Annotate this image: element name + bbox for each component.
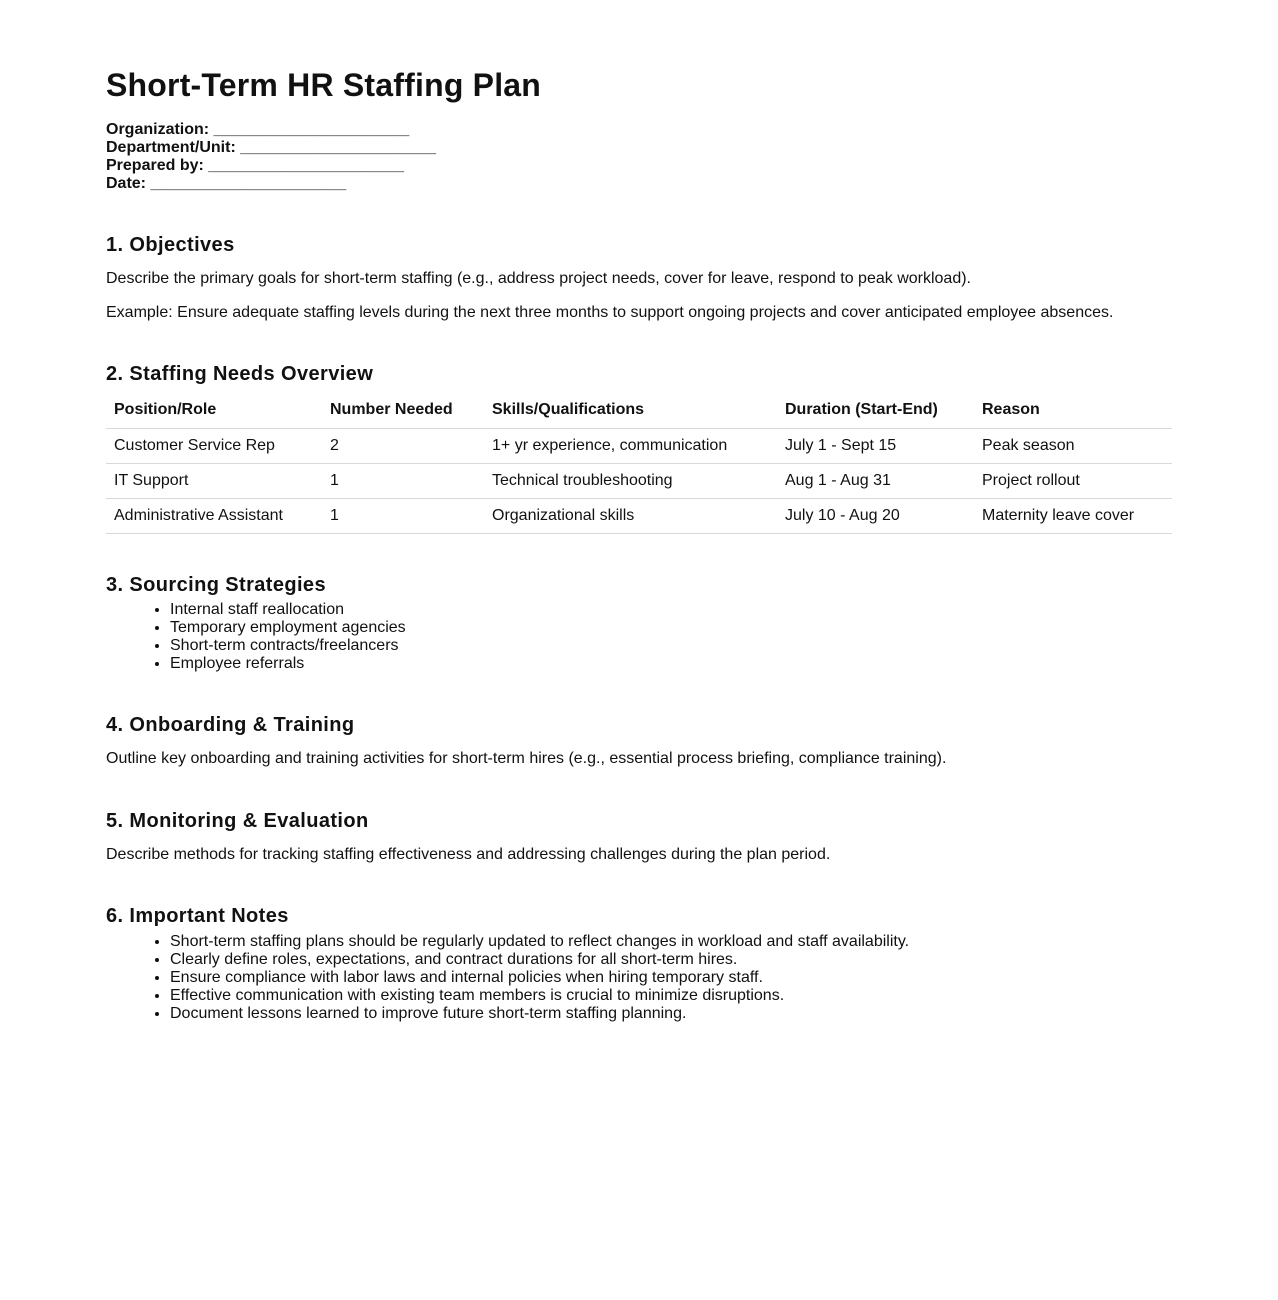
list-item: • Effective communication with existing team members is crucial to minimize disruptions. — [170, 987, 1172, 1005]
table-cell: 1+ yr experience, communication — [484, 429, 777, 464]
meta-prepared-by — [106, 157, 1172, 175]
meta-blank: ______________________ — [213, 121, 410, 138]
section-heading-sourcing: 3. Sourcing Strategies — [106, 574, 326, 596]
table-cell: 1 — [322, 499, 484, 534]
notes-list — [106, 933, 1172, 1023]
column-header: Number Needed — [322, 392, 484, 429]
meta-blank: ______________________ — [208, 157, 405, 174]
table-cell: Aug 1 - Aug 31 — [777, 464, 974, 499]
monitoring-description: Describe methods for tracking staffing effectiveness and addressing challenges during the plan period. — [106, 846, 831, 863]
page-title: Short-Term HR Staffing Plan — [106, 67, 542, 103]
column-header: Duration (Start-End) — [777, 392, 974, 429]
table-cell: Organizational skills — [484, 499, 777, 534]
list-item: • Document lessons learned to improve future short-term staffing planning. — [170, 1005, 1172, 1023]
meta-department — [106, 139, 1172, 157]
meta-block — [106, 121, 1172, 193]
meta-label: Prepared by: — [106, 157, 204, 174]
table-cell: Technical troubleshooting — [484, 464, 777, 499]
table-cell: 2 — [322, 429, 484, 464]
section-heading-objectives: 1. Objectives — [106, 234, 235, 256]
table-row — [106, 499, 1172, 534]
list-item: • Employee referrals — [170, 655, 1172, 673]
table-cell: Peak season — [974, 429, 1172, 464]
table-cell: 1 — [322, 464, 484, 499]
meta-blank: ______________________ — [240, 139, 436, 156]
section-heading-onboarding: 4. Onboarding & Training — [106, 714, 355, 736]
table-cell: Project rollout — [974, 464, 1172, 499]
table-cell: July 10 - Aug 20 — [777, 499, 974, 534]
table-cell: Maternity leave cover — [974, 499, 1172, 534]
objectives-example: Example: Ensure adequate staffing levels during the next three months to support ongoing projects and cover anticipated employee absences. — [106, 304, 1114, 321]
table-cell: IT Support — [106, 464, 322, 499]
meta-date — [106, 175, 1172, 193]
column-header: Reason — [974, 392, 1172, 429]
meta-label: Organization: — [106, 121, 210, 138]
list-item: • Temporary employment agencies — [170, 619, 1172, 637]
list-item: • Clearly define roles, expectations, and contract durations for all short-term hires. — [170, 951, 1172, 969]
meta-label: Department/Unit: — [106, 139, 236, 156]
sourcing-list — [106, 601, 1172, 673]
list-item: • Short-term staffing plans should be regularly updated to reflect changes in workload and staff availability. — [170, 933, 1172, 951]
meta-label: Date: — [106, 175, 147, 192]
section-heading-staffing: 2. Staffing Needs Overview — [106, 363, 374, 385]
list-item: • Short-term contracts/freelancers — [170, 637, 1172, 655]
table-header-row — [106, 392, 1172, 429]
staffing-table — [106, 392, 1172, 534]
meta-organization — [106, 121, 1172, 139]
table-cell: Administrative Assistant — [106, 499, 322, 534]
section-heading-monitoring: 5. Monitoring & Evaluation — [106, 810, 369, 832]
list-item: • Ensure compliance with labor laws and internal policies when hiring temporary staff. — [170, 969, 1172, 987]
objectives-description: Describe the primary goals for short-term staffing (e.g., address project needs, cover for leave, respond to peak workload). — [106, 270, 971, 287]
table-cell: July 1 - Sept 15 — [777, 429, 974, 464]
onboarding-description: Outline key onboarding and training activities for short-term hires (e.g., essential process briefing, compliance training). — [106, 750, 947, 767]
table-row — [106, 464, 1172, 499]
column-header: Skills/Qualifications — [484, 392, 777, 429]
table-row — [106, 429, 1172, 464]
section-heading-notes: 6. Important Notes — [106, 905, 289, 927]
list-item: • Internal staff reallocation — [170, 601, 1172, 619]
column-header: Position/Role — [106, 392, 322, 429]
table-cell: Customer Service Rep — [106, 429, 322, 464]
meta-blank: ______________________ — [150, 175, 347, 192]
